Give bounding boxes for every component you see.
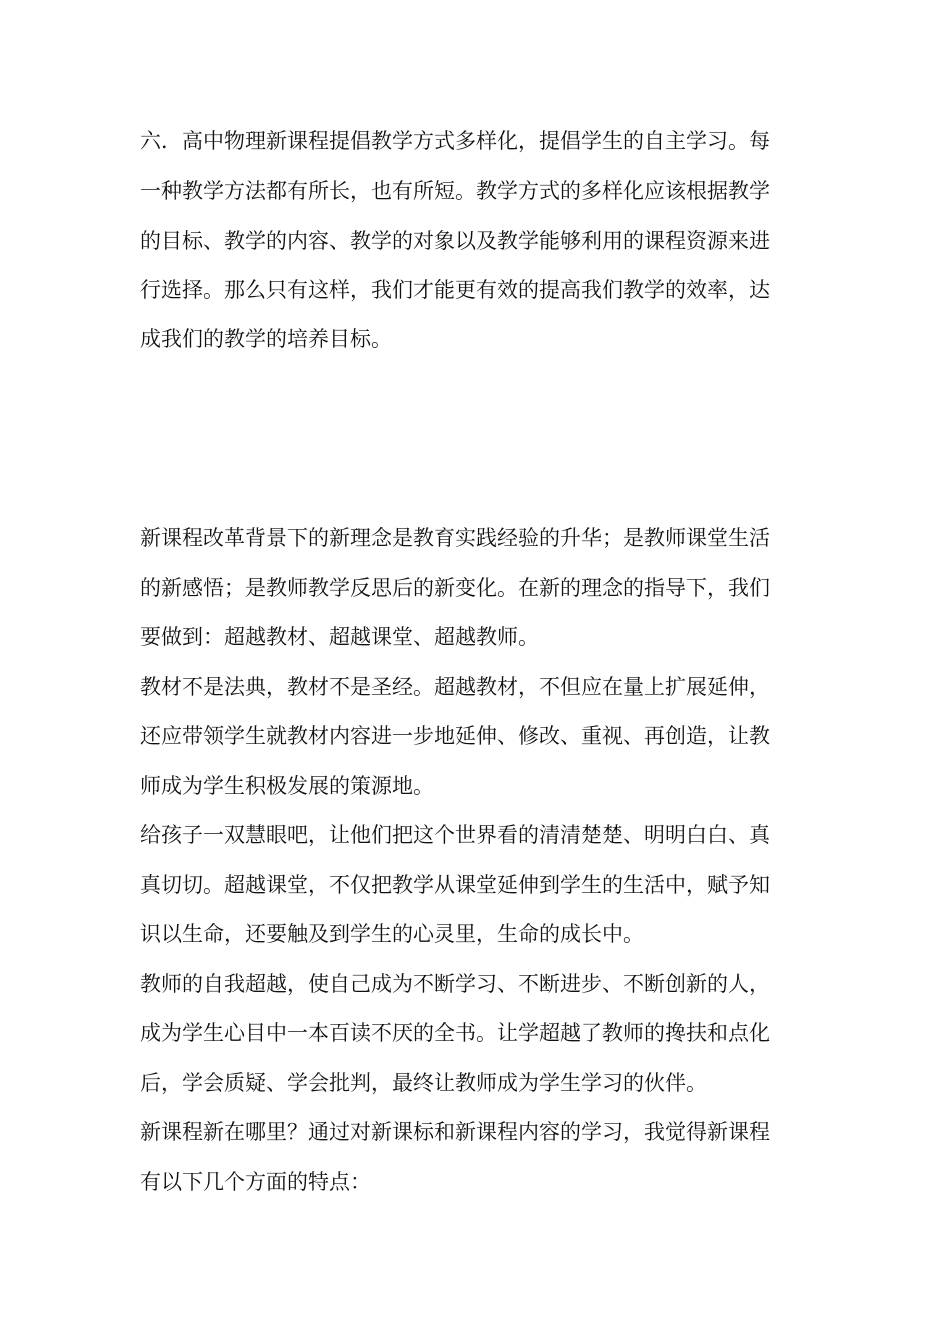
- textbook-line-2: 还应带领学生就教材内容进一步地延伸、修改、重视、再创造，让教: [140, 724, 770, 748]
- teacher-line-3: 后，学会质疑、学会批判，最终让教师成为学生学习的伙伴。: [140, 1071, 707, 1095]
- teacher-line-1: 教师的自我超越，使自己成为不断学习、不断进步、不断创新的人，: [140, 972, 770, 996]
- textbook-line-3: 师成为学生积极发展的策源地。: [140, 774, 434, 798]
- question-line-1: 新课程新在哪里？通过对新课标和新课程内容的学习，我觉得新课程: [140, 1120, 770, 1144]
- classroom-line-1: 给孩子一双慧眼吧，让他们把这个世界看的清清楚楚、明明白白、真: [140, 823, 770, 847]
- question-line-2: 有以下几个方面的特点：: [140, 1170, 371, 1194]
- section-six-line-4: 行选择。那么只有这样，我们才能更有效的提高我们教学的效率，达: [140, 278, 770, 302]
- intro-line-1: 新课程改革背景下的新理念是教育实践经验的升华；是教师课堂生活: [140, 526, 770, 550]
- textbook-line-1: 教材不是法典，教材不是圣经。超越教材，不但应在量上扩展延伸，: [140, 675, 770, 699]
- classroom-line-2: 真切切。超越课堂，不仅把教学从课堂延伸到学生的生活中，赋予知: [140, 873, 770, 897]
- intro-line-2: 的新感悟；是教师教学反思后的新变化。在新的理念的指导下，我们: [140, 576, 770, 600]
- section-six-line-1: 六．高中物理新课程提倡教学方式多样化，提倡学生的自主学习。每: [140, 129, 770, 153]
- section-six-line-5: 成我们的教学的培养目标。: [140, 327, 392, 351]
- teacher-line-2: 成为学生心目中一本百读不厌的全书。让学超越了教师的搀扶和点化: [140, 1021, 770, 1045]
- classroom-line-3: 识以生命，还要触及到学生的心灵里，生命的成长中。: [140, 922, 644, 946]
- intro-line-3: 要做到：超越教材、超越课堂、超越教师。: [140, 625, 539, 649]
- section-six-line-2: 一种教学方法都有所长，也有所短。教学方式的多样化应该根据教学: [140, 179, 770, 203]
- section-six-line-3: 的目标、教学的内容、教学的对象以及教学能够利用的课程资源来进: [140, 229, 770, 253]
